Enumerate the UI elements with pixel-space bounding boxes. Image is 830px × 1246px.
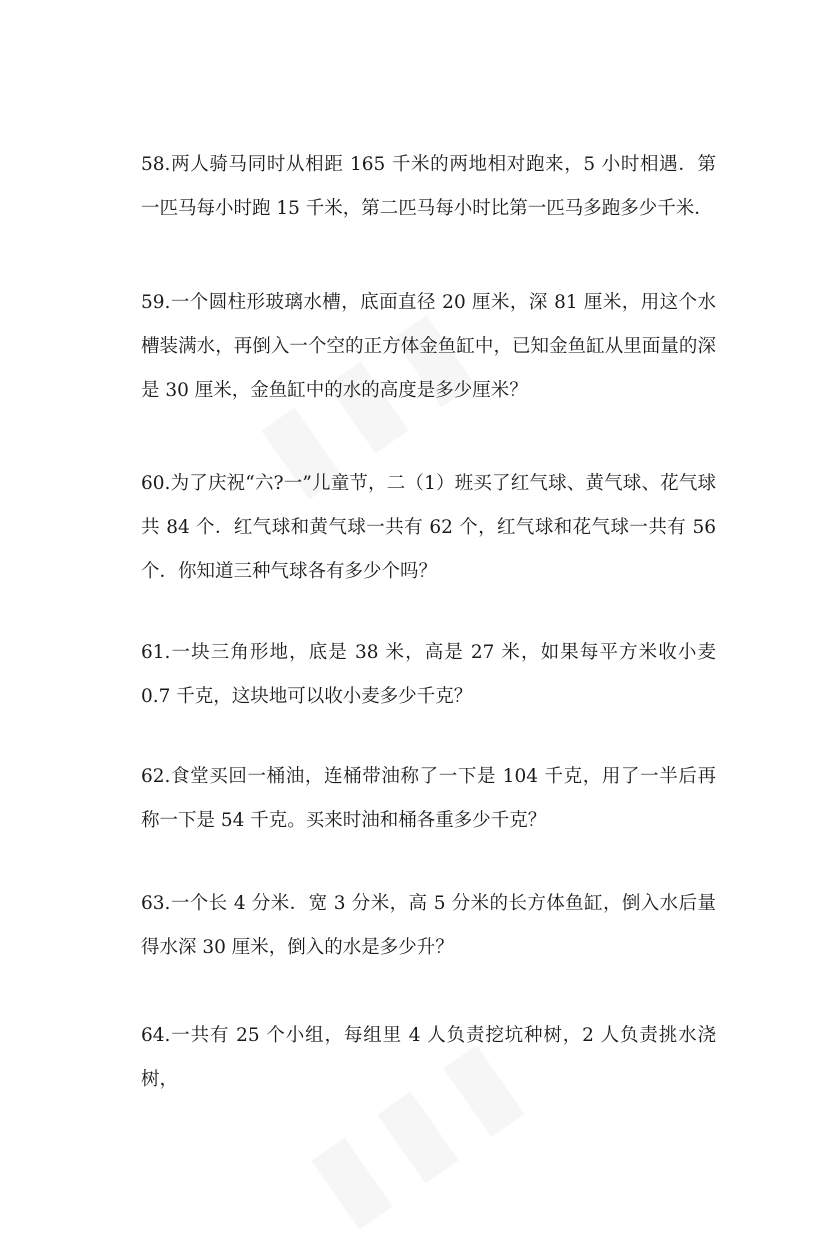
problem-58: 58.两人骑马同时从相距 165 千米的两地相对跑来，5 小时相遇．第一匹马每小时跑 15 千米，第二匹马每小时比第一匹马多跑多少千米．: [141, 154, 716, 219]
problem-63: 63.一个长 4 分米．宽 3 分米，高 5 分米的长方体鱼缸，倒入水后量得水深 30 厘米，倒入的水是多少升？: [141, 893, 716, 958]
problem-59: 59.一个圆柱形玻璃水槽，底面直径 20 厘米，深 81 厘米，用这个水槽装满水，再倒入一个空的正方体金鱼缸中，已知金鱼缸从里面量的深是 30 厘米，金鱼缸中的水的高度是多少厘米？: [141, 292, 716, 401]
problem-60: 60.为了庆祝“六?一”儿童节，二（1）班买了红气球、黄气球、花气球共 84 个．红气球和黄气球一共有 62 个，红气球和花气球一共有 56 个．你知道三种气球各有多少个吗？: [141, 473, 716, 582]
problem-61: 61.一块三角形地，底是 38 米，高是 27 米，如果每平方米收小麦 0.7 千克，这块地可以收小麦多少千克？: [141, 642, 716, 707]
problem-62: 62.食堂买回一桶油，连桶带油称了一下是 104 千克，用了一半后再称一下是 54 千克。买来时油和桶各重多少千克？: [141, 766, 716, 831]
problem-64: 64.一共有 25 个小组，每组里 4 人负责挖坑种树，2 人负责挑水浇树，: [141, 1025, 716, 1090]
